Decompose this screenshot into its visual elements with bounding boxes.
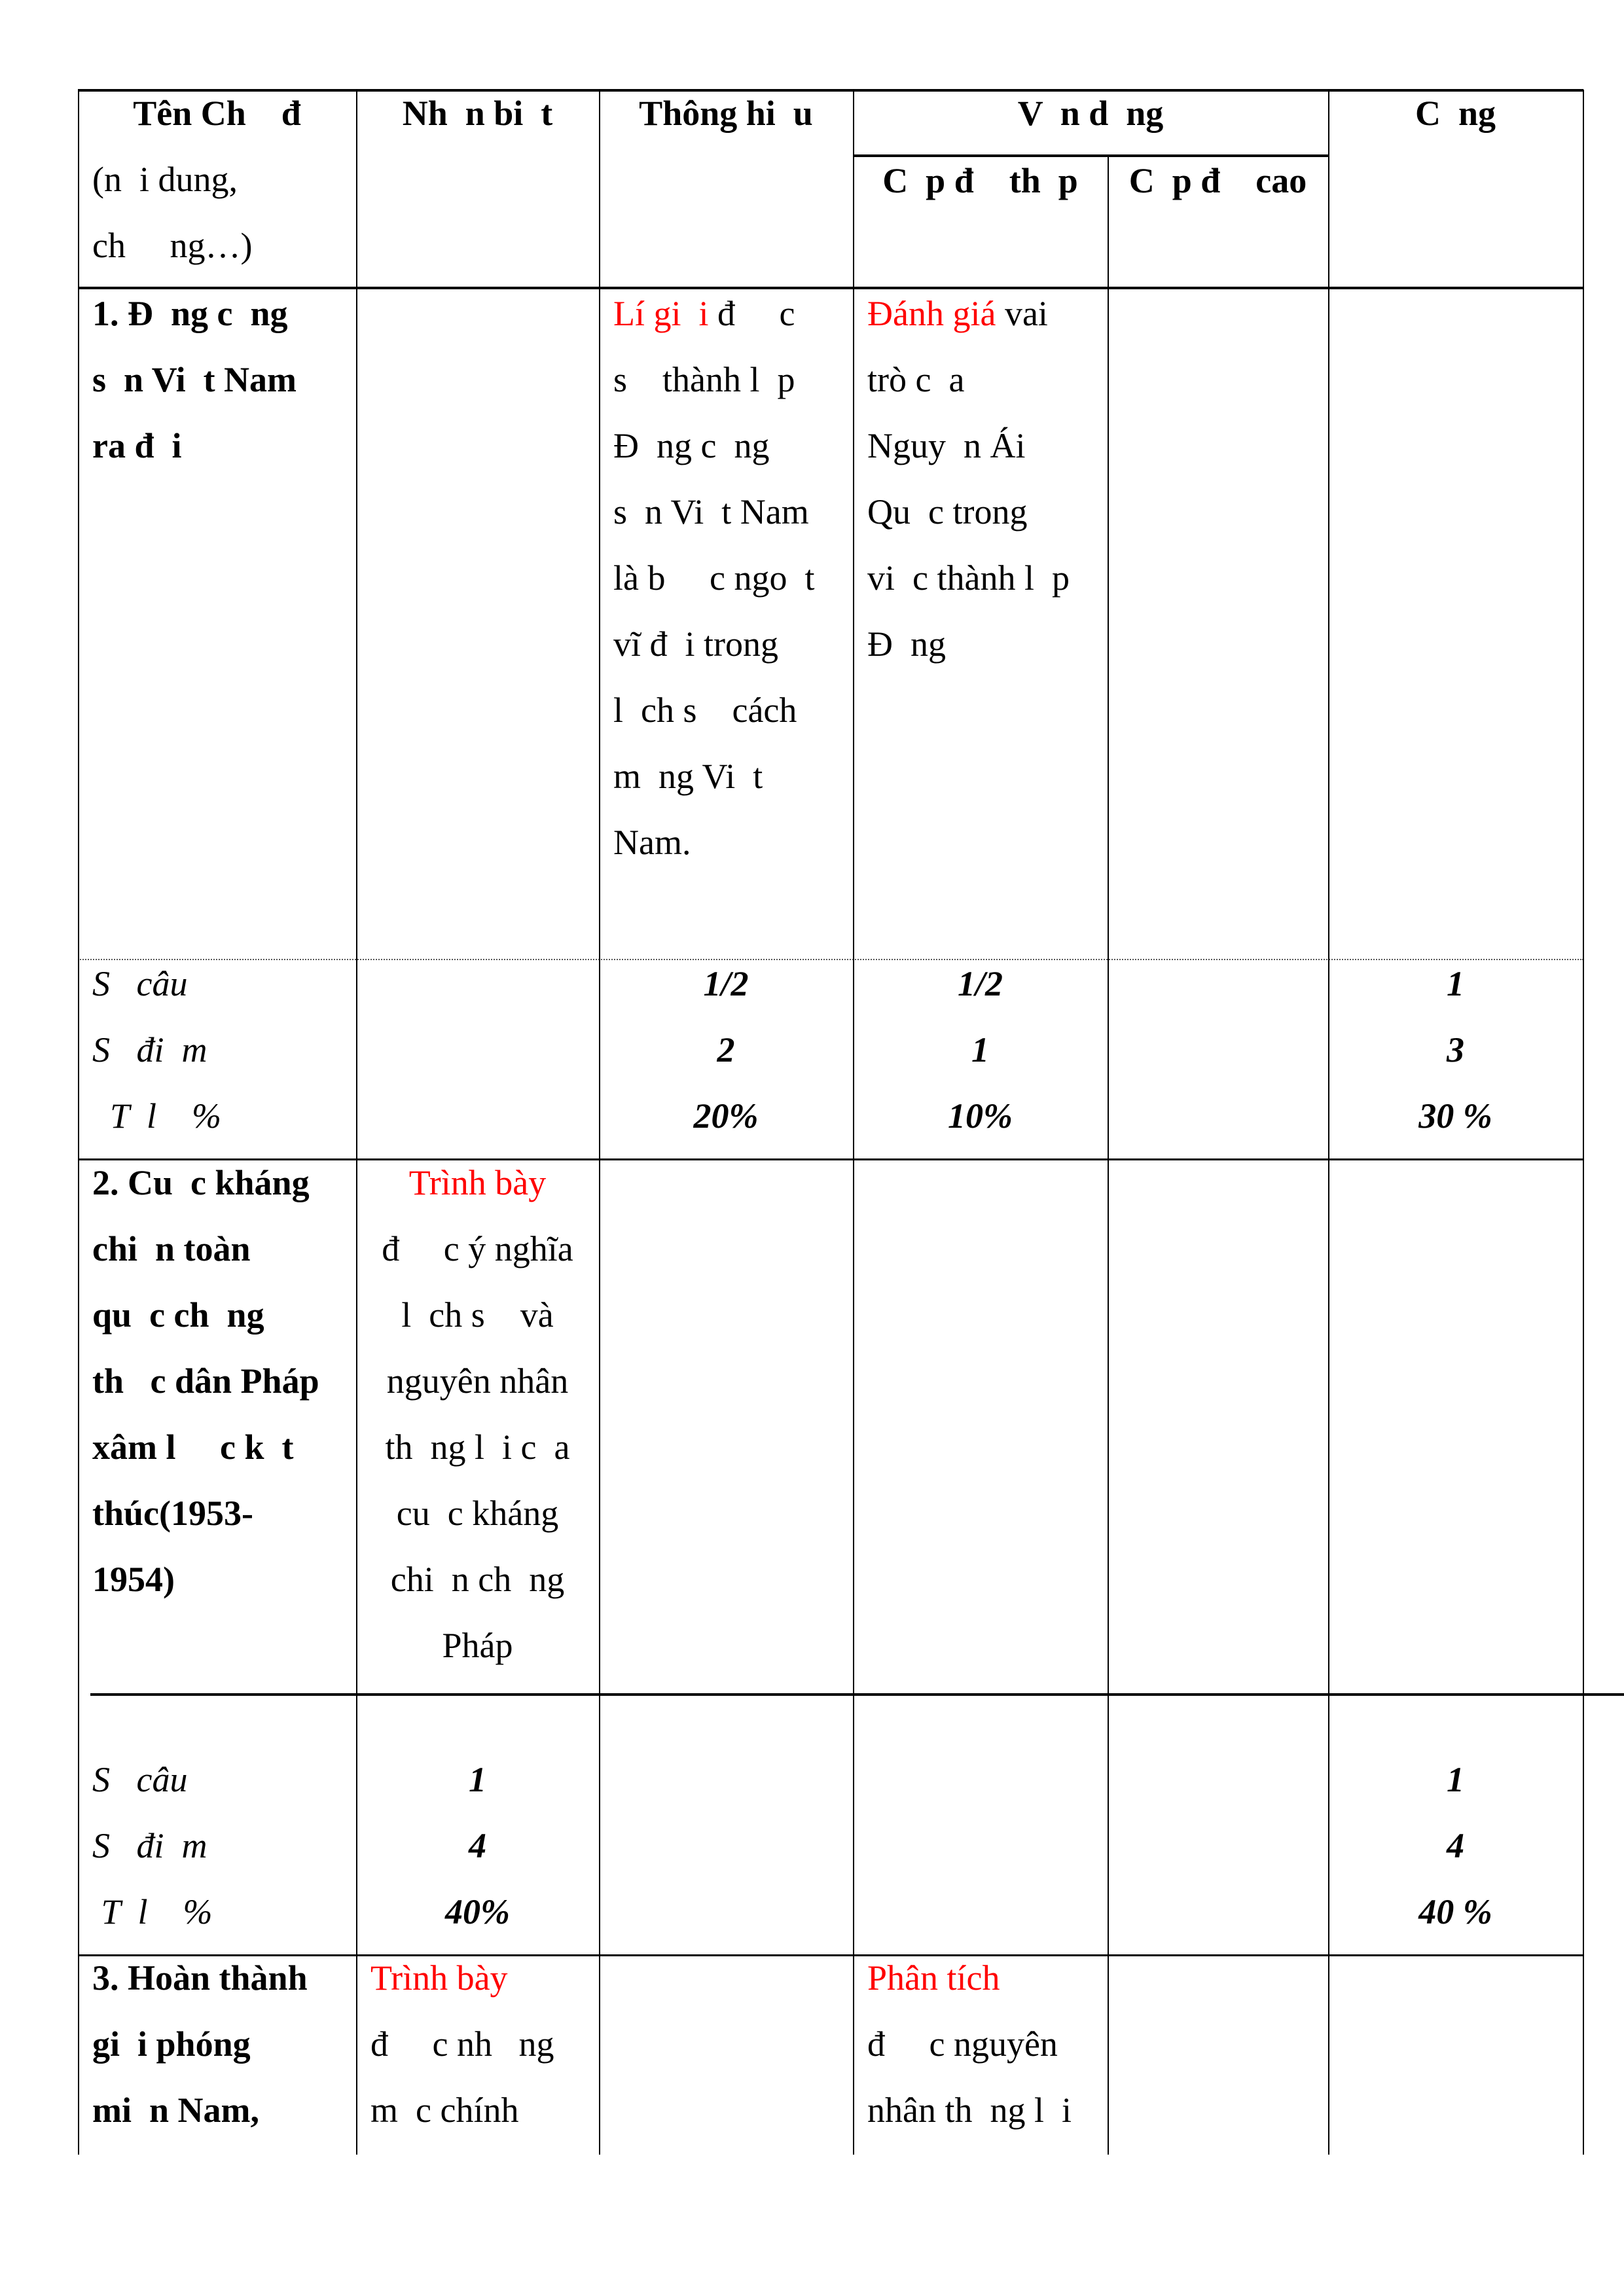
row2-recognize-text: đ c ý nghĩa l ch s và nguyên nhân th ng l i c a cu c kháng chi n ch ng Pháp bbox=[382, 1229, 573, 1665]
row1-apply-keyword: Đánh giá bbox=[867, 294, 996, 333]
row1-apply-low bbox=[867, 281, 1070, 677]
row3-topic: 3. Hoàn thành gi i phóng mi n Nam, bbox=[92, 1958, 308, 2130]
row3-apply-keyword: Phân tích bbox=[867, 1958, 1000, 1998]
row2-recognize bbox=[356, 1150, 599, 1679]
header-topic: Tên Ch đ bbox=[133, 94, 301, 133]
header-understand: Thông hi u bbox=[639, 94, 813, 133]
header-apply: V n d ng bbox=[1017, 94, 1164, 133]
row1-topic: 1. Đ ng c ng s n Vi t Nam ra đ i bbox=[92, 294, 297, 465]
row2-topic: 2. Cu c kháng chi n toàn qu c ch ng th c dân Pháp xâm l c k t thúc(1953- 1954) bbox=[92, 1163, 319, 1599]
header-apply-high: C p đ cao bbox=[1128, 161, 1307, 200]
header-bottom-border bbox=[78, 287, 1583, 289]
row3-recognize bbox=[370, 1945, 554, 2144]
row1-apply-text: vai trò c a Nguy n Ái Qu c trong vi c thành l p Đ ng bbox=[867, 294, 1070, 664]
row1-understand-text: đ c s thành l p Đ ng c ng s n Vi t Nam là b c ngo t vĩ đ i trong l ch s cách m ng Vi t Nam. bbox=[613, 294, 815, 862]
row2-divider bbox=[90, 1693, 1624, 1696]
header-recognize: Nh n bi t bbox=[402, 94, 553, 133]
row3-apply-low bbox=[867, 1945, 1072, 2144]
row1-stats-label: S câu S đi m T l % bbox=[92, 964, 222, 1136]
col-border bbox=[1583, 90, 1584, 2155]
row2-stats-recognize: 1 4 40% bbox=[445, 1760, 510, 1931]
row1-stats-total: 1 3 30 % bbox=[1418, 964, 1492, 1136]
row2-stats-label: S câu S đi m T l % bbox=[92, 1760, 213, 1931]
header-total: C ng bbox=[1415, 94, 1496, 133]
col-border bbox=[1108, 156, 1109, 2155]
row1-stats-apply-low: 1/2 1 10% bbox=[948, 964, 1013, 1136]
row1-understand-keyword: Lí gi i bbox=[613, 294, 709, 333]
row3-recognize-text: đ c nh ng m c chính bbox=[370, 2024, 554, 2130]
row2-recognize-keyword: Trình bày bbox=[408, 1163, 547, 1202]
header-apply-low: C p đ th p bbox=[882, 161, 1078, 200]
row3-apply-text: đ c nguyên nhân th ng l i bbox=[867, 2024, 1072, 2130]
col-border bbox=[78, 90, 79, 2155]
header-topic-sub: (n i dung, ch ng…) bbox=[92, 160, 253, 265]
row3-recognize-keyword: Trình bày bbox=[370, 1958, 508, 1998]
row1-stats-understand: 1/2 2 20% bbox=[693, 964, 759, 1136]
row2-stats-total: 1 4 40 % bbox=[1418, 1760, 1492, 1931]
row1-understand bbox=[613, 281, 814, 876]
